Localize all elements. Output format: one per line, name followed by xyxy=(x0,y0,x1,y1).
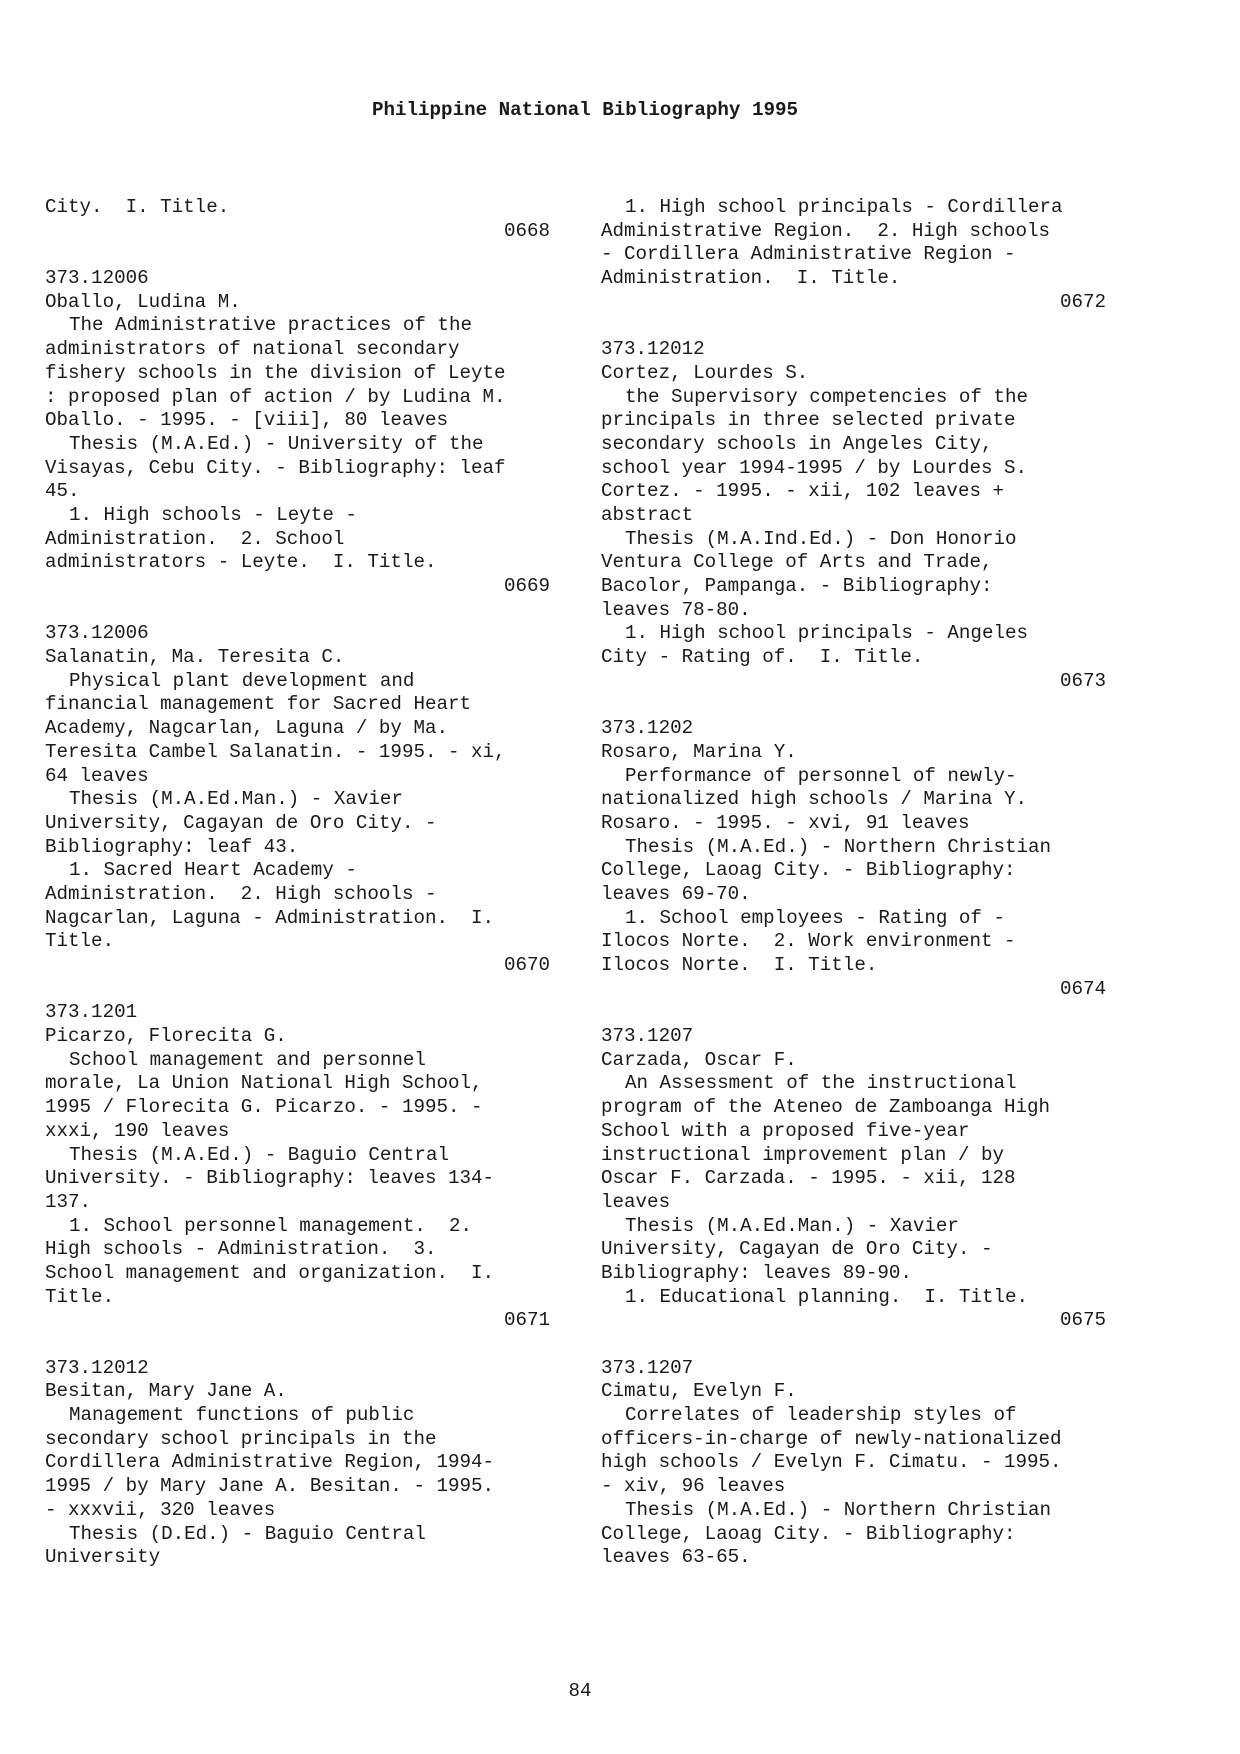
text-line: School management and organization. I. xyxy=(45,1261,495,1284)
entry-number: 0670 xyxy=(503,954,550,976)
text-line: Thesis (M.A.Ed.Man.) - Xavier xyxy=(69,788,403,811)
text-line: City - Rating of. I. Title. xyxy=(601,646,924,669)
text-line: officers-in-charge of newly-nationalized xyxy=(601,1427,1062,1450)
text-line: 373.12006 xyxy=(45,622,149,645)
text-line: Cortez, Lourdes S. xyxy=(601,361,809,384)
text-line: leaves 69-70. xyxy=(601,882,751,905)
text-line: Management functions of public xyxy=(69,1404,415,1427)
text-line: Rosaro, Marina Y. xyxy=(601,740,797,763)
text-line: Thesis (M.A.Ind.Ed.) - Don Honorio xyxy=(625,527,1017,550)
text-line: Visayas, Cebu City. - Bibliography: leaf xyxy=(45,456,506,479)
text-line: - xxxvii, 320 leaves xyxy=(45,1498,276,1521)
text-line: Oballo, Ludina M. xyxy=(45,290,241,313)
entry-number: 0671 xyxy=(503,1309,550,1332)
text-line: Cordillera Administrative Region, 1994- xyxy=(45,1451,495,1474)
text-line: Thesis (M.A.Ed.) - Baguio Central xyxy=(69,1143,449,1166)
entry-number: 0674 xyxy=(1059,977,1106,1000)
text-line: Ilocos Norte. I. Title. xyxy=(601,954,878,976)
text-line: 45. xyxy=(45,480,80,503)
text-line: Thesis (D.Ed.) - Baguio Central xyxy=(69,1522,426,1545)
text-line: Administration. 2. High schools - xyxy=(45,882,437,905)
text-line: Cimatu, Evelyn F. xyxy=(601,1380,797,1403)
text-line: Picarzo, Florecita G. xyxy=(45,1025,287,1048)
text-line: leaves xyxy=(601,1190,671,1213)
text-line: high schools / Evelyn F. Cimatu. - 1995. xyxy=(601,1451,1062,1474)
text-line: Bacolor, Pampanga. - Bibliography: xyxy=(601,575,993,597)
text-line: - xiv, 96 leaves xyxy=(601,1475,786,1498)
text-line: instructional improvement plan / by xyxy=(601,1143,1005,1166)
text-line: 373.1201 xyxy=(45,1001,138,1024)
text-line: 1. Educational planning. I. Title. xyxy=(625,1285,1029,1308)
text-line: nationalized high schools / Marina Y. xyxy=(601,788,1028,811)
text-line: Oballo. - 1995. - [viii], 80 leaves xyxy=(45,409,449,432)
text-line: 64 leaves xyxy=(45,764,149,787)
spacer xyxy=(601,693,1106,717)
text-line: Performance of personnel of newly- xyxy=(625,764,1017,787)
left-column xyxy=(45,196,550,1570)
text-line: Besitan, Mary Jane A. xyxy=(45,1380,287,1403)
text-line: 1. High schools - Leyte - xyxy=(69,503,357,526)
text-line: College, Laoag City. - Bibliography: xyxy=(601,859,1016,882)
text-line: 373.12006 xyxy=(45,267,149,290)
entry-number: 0668 xyxy=(503,219,550,242)
text-line: Teresita Cambel Salanatin. - 1995. - xi, xyxy=(45,740,506,763)
text-line: Salanatin, Ma. Teresita C. xyxy=(45,646,345,669)
text-line: 373.1207 xyxy=(601,1025,694,1048)
text-line: 1. High school principals - Angeles xyxy=(625,622,1029,645)
text-line: Rosaro. - 1995. - xvi, 91 leaves xyxy=(601,811,970,834)
entry-number: 0669 xyxy=(503,575,550,597)
spacer xyxy=(601,314,1106,338)
text-line: 1. School employees - Rating of - xyxy=(625,906,1005,929)
right-column xyxy=(601,196,1106,1570)
text-line: Thesis (M.A.Ed.) - Northern Christian xyxy=(625,835,1052,858)
text-line: Ventura College of Arts and Trade, xyxy=(601,551,993,574)
text-line: leaves 63-65. xyxy=(601,1546,751,1569)
spacer xyxy=(45,1333,550,1357)
entry-number: 0673 xyxy=(1059,669,1106,692)
spacer xyxy=(601,1001,1106,1025)
text-line: City. I. Title. xyxy=(45,196,230,218)
text-line: : proposed plan of action / by Ludina M. xyxy=(45,385,506,408)
text-line: 373.12012 xyxy=(45,1356,149,1379)
text-line: Administration. I. Title. xyxy=(601,267,901,290)
text-line: administrators - Leyte. I. Title. xyxy=(45,551,437,574)
text-line: College, Laoag City. - Bibliography: xyxy=(601,1522,1016,1545)
text-line: Nagcarlan, Laguna - Administration. I. xyxy=(45,906,495,929)
text-line: An Assessment of the instructional xyxy=(625,1072,1017,1095)
entry-number: 0672 xyxy=(1059,290,1106,313)
text-line: leaves 78-80. xyxy=(601,598,751,621)
page-number: 84 xyxy=(568,1680,592,1702)
text-line: 1. Sacred Heart Academy - xyxy=(69,859,357,882)
text-line: Title. xyxy=(45,1285,115,1308)
text-line: School with a proposed five-year xyxy=(601,1119,970,1142)
entry-number: 0675 xyxy=(1059,1309,1106,1332)
spacer xyxy=(601,1333,1106,1357)
text-line: 373.12012 xyxy=(601,338,705,361)
page-title: Philippine National Bibliography 1995 xyxy=(371,99,799,121)
text-line: School management and personnel xyxy=(69,1048,426,1071)
text-line: principals in three selected private xyxy=(601,409,1016,432)
text-line: program of the Ateneo de Zamboanga High xyxy=(601,1096,1051,1119)
text-line: 1. School personnel management. 2. xyxy=(69,1214,473,1237)
spacer xyxy=(45,243,550,267)
text-line: High schools - Administration. 3. xyxy=(45,1238,437,1261)
text-line: school year 1994-1995 / by Lourdes S. xyxy=(601,456,1028,479)
text-line: University. - Bibliography: leaves 134- xyxy=(45,1167,495,1190)
text-line: morale, La Union National High School, xyxy=(45,1072,483,1095)
text-line: 373.1207 xyxy=(601,1356,694,1379)
text-line: Bibliography: leaves 89-90. xyxy=(601,1261,912,1284)
text-line: Cortez. - 1995. - xii, 102 leaves + xyxy=(601,480,1005,503)
spacer xyxy=(45,978,550,1002)
text-line: 1995 / Florecita G. Picarzo. - 1995. - xyxy=(45,1096,483,1119)
text-line: 1995 / by Mary Jane A. Besitan. - 1995. xyxy=(45,1475,495,1498)
text-line: - Cordillera Administrative Region - xyxy=(601,243,1016,266)
text-line: secondary school principals in the xyxy=(45,1427,437,1450)
text-line: The Administrative practices of the xyxy=(69,314,473,337)
text-line: Ilocos Norte. 2. Work environment - xyxy=(601,930,1016,953)
text-line: Title. xyxy=(45,930,115,953)
text-line: Administration. 2. School xyxy=(45,527,345,550)
text-line: Carzada, Oscar F. xyxy=(601,1048,797,1071)
text-line: Bibliography: leaf 43. xyxy=(45,835,299,858)
text-line: Correlates of leadership styles of xyxy=(625,1404,1017,1427)
text-line: Physical plant development and xyxy=(69,669,415,692)
text-line: Administrative Region. 2. High schools xyxy=(601,219,1051,242)
text-line: xxxi, 190 leaves xyxy=(45,1119,230,1142)
text-line: 373.1202 xyxy=(601,717,694,740)
text-line: 1. High school principals - Cordillera xyxy=(625,196,1063,218)
text-line: financial management for Sacred Heart xyxy=(45,693,472,716)
text-line: Academy, Nagcarlan, Laguna / by Ma. xyxy=(45,717,449,740)
text-line: abstract xyxy=(601,503,694,526)
text-line: Thesis (M.A.Ed.) - Northern Christian xyxy=(625,1498,1052,1521)
text-line: fishery schools in the division of Leyte xyxy=(45,361,506,384)
spacer xyxy=(45,599,550,623)
text-line: the Supervisory competencies of the xyxy=(625,385,1029,408)
text-line: administrators of national secondary xyxy=(45,338,460,361)
text-line: Oscar F. Carzada. - 1995. - xii, 128 xyxy=(601,1167,1016,1190)
text-line: Thesis (M.A.Ed.) - University of the xyxy=(69,432,484,455)
text-line: secondary schools in Angeles City, xyxy=(601,432,993,455)
text-line: University, Cagayan de Oro City. - xyxy=(601,1238,993,1261)
text-line: 137. xyxy=(45,1190,92,1213)
text-line: Thesis (M.A.Ed.Man.) - Xavier xyxy=(625,1214,959,1237)
text-line: University, Cagayan de Oro City. - xyxy=(45,811,437,834)
text-line: University xyxy=(45,1546,161,1569)
